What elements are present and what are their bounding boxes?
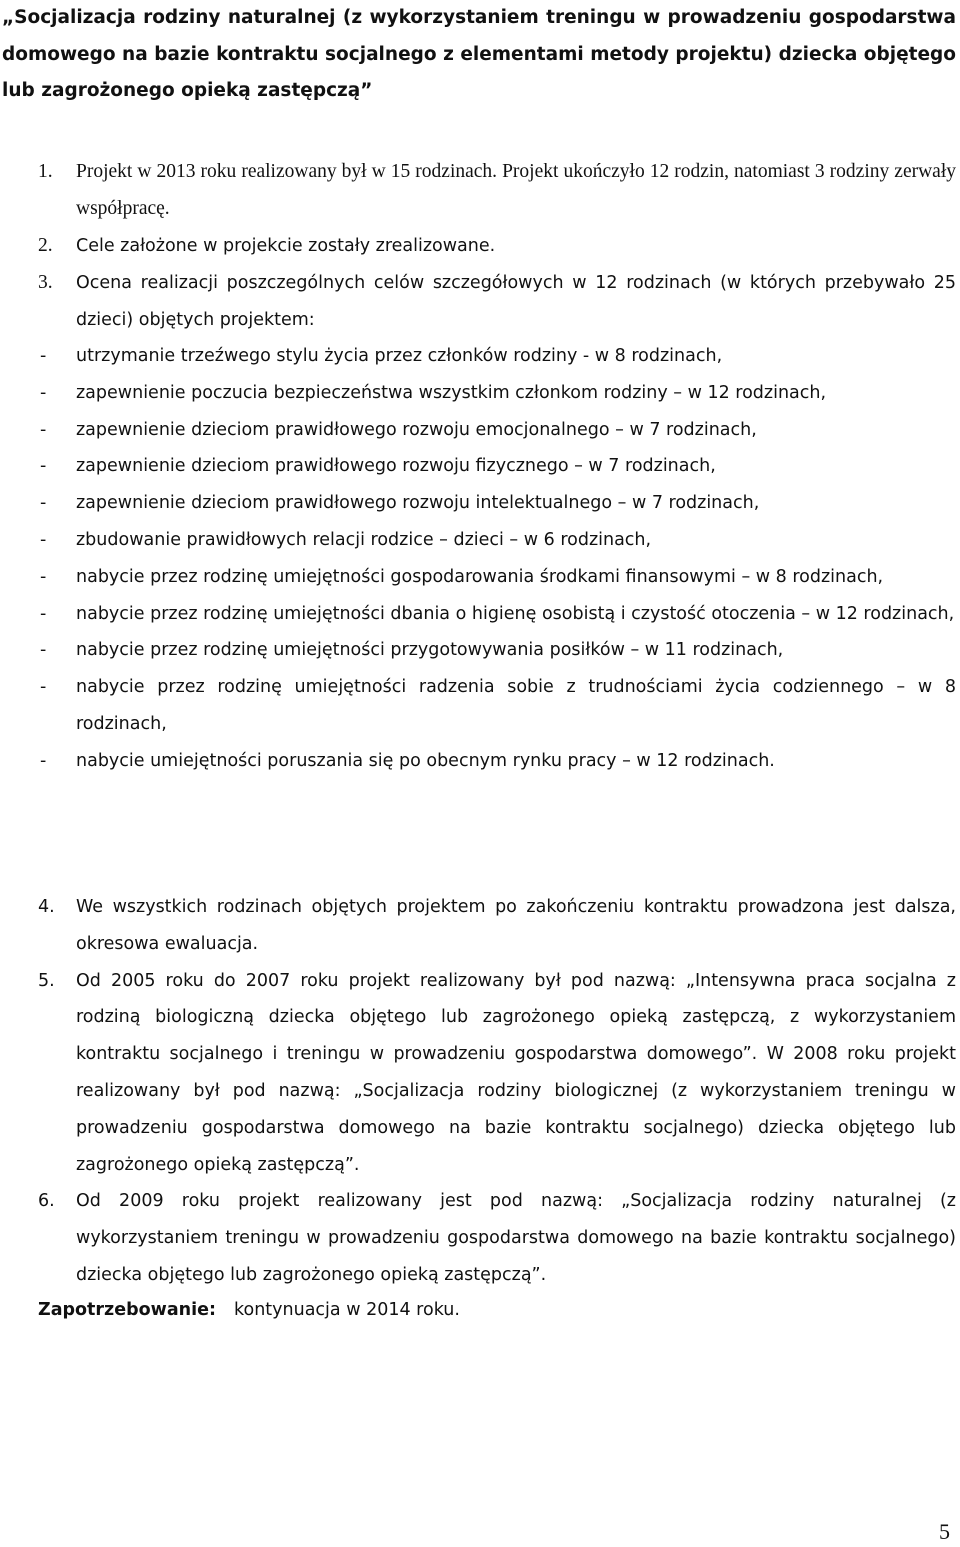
item-number: 1. [38, 161, 53, 182]
item-text: Ocena realizacji poszczególnych celów szczegółowych w 12 rodzinach (w których przebywało 25 dzieci) objętych projektem: [76, 273, 956, 331]
goal-item: - nabycie przez rodzinę umiejętności radzenia sobie z trudnościami życia codziennego – w 8 rodzinach, [40, 677, 956, 734]
goal-item: - utrzymanie trzeźwego stylu życia przez członków rodziny - w 8 rodzinach, [40, 346, 723, 366]
goal-item: - nabycie przez rodzinę umiejętności gospodarowania środkami finansowymi – w 8 rodzinach, [40, 566, 884, 587]
item-text: Projekt w 2013 roku realizowany był w 15 rodzinach. Projekt ukończyło 12 rodzin, natomiast 3 rodziny zerwały współpracę. [76, 161, 956, 219]
item-text: Od 2009 roku projekt realizowany jest pod nazwą: „Socjalizacja rodziny naturalnej (z wykorzystaniem treningu w prowadzeniu gospodarstwa domowego na bazie kontraktu socjalnego) dziecka objętego lub zagrożonego opieką zastępczą”. [76, 1191, 956, 1285]
list-item-6 [0, 1183, 956, 1293]
list-item-3 [0, 265, 956, 339]
item-number: 6. [38, 1191, 55, 1212]
item-number: 5. [38, 970, 55, 991]
goal-item: - zapewnienie dzieciom prawidłowego rozwoju fizycznego – w 7 rodzinach, [40, 456, 716, 477]
goal-item: - zbudowanie prawidłowych relacji rodzice – dzieci – w 6 rodzinach, [40, 529, 652, 550]
item-text: We wszystkich rodzinach objętych projektem po zakończeniu kontraktu prowadzona jest dalsza, okresowa ewaluacja. [76, 897, 956, 954]
goal-item: - nabycie przez rodzinę umiejętności przygotowywania posiłków – w 11 rodzinach, [40, 640, 784, 661]
item-number: 2. [38, 234, 53, 256]
item-number: 4. [38, 897, 55, 917]
section-heading: „Socjalizacja rodziny naturalnej (z wykorzystaniem treningu w prowadzeniu gospodarstwa domowego na bazie kontraktu socjalnego z elementami metody projektu) dziecka objętego lub zagrożonego opieką zastępczą” [2, 7, 956, 101]
needs-label: Zapotrzebowanie: [38, 1300, 216, 1320]
goal-item: - nabycie umiejętności poruszania się po obecnym rynku pracy – w 12 rodzinach. [40, 750, 775, 771]
numbered-list [0, 154, 960, 339]
numbered-list-continued [0, 889, 960, 1294]
list-item-2 [0, 228, 956, 265]
list-item-4 [0, 889, 956, 963]
item-number: 3. [38, 272, 53, 294]
goal-item: - nabycie przez rodzinę umiejętności dbania o higienę osobistą i czystość otoczenia – w 12 rodzinach, [40, 603, 955, 624]
goal-item: - zapewnienie dzieciom prawidłowego rozwoju emocjonalnego – w 7 rodzinach, [40, 419, 757, 440]
needs-value: kontynuacja w 2014 roku. [234, 1300, 460, 1320]
item-text: Cele założone w projekcie zostały zrealizowane. [76, 235, 496, 256]
list-item-1 [0, 154, 956, 228]
list-item-5 [0, 963, 956, 1184]
needs-line [38, 1292, 460, 1329]
item-text: Od 2005 roku do 2007 roku projekt realizowany był pod nazwą: „Intensywna praca socjalna z rodziną biologiczną dziecka objętego lub zagrożonego opieką zastępczą, z wykorzystaniem kontraktu socjalnego i treningu w prowadzeniu gospodarstwa domowego”. W 2008 roku projekt realizowany był pod nazwą: „Socjalizacja rodziny biologicznej (z wykorzystaniem treningu w prowadzeniu gospodarstwa domowego na bazie kontraktu socjalnego) dziecka objętego lub zagrożonego opieką zastępczą”. [76, 970, 956, 1175]
page-number: 5 [939, 1519, 950, 1544]
goal-item: - zapewnienie poczucia bezpieczeństwa wszystkim członkom rodziny – w 12 rodzinach, [40, 382, 827, 403]
goals-list [0, 338, 956, 780]
goal-item: - zapewnienie dzieciom prawidłowego rozwoju intelektualnego – w 7 rodzinach, [40, 493, 760, 514]
